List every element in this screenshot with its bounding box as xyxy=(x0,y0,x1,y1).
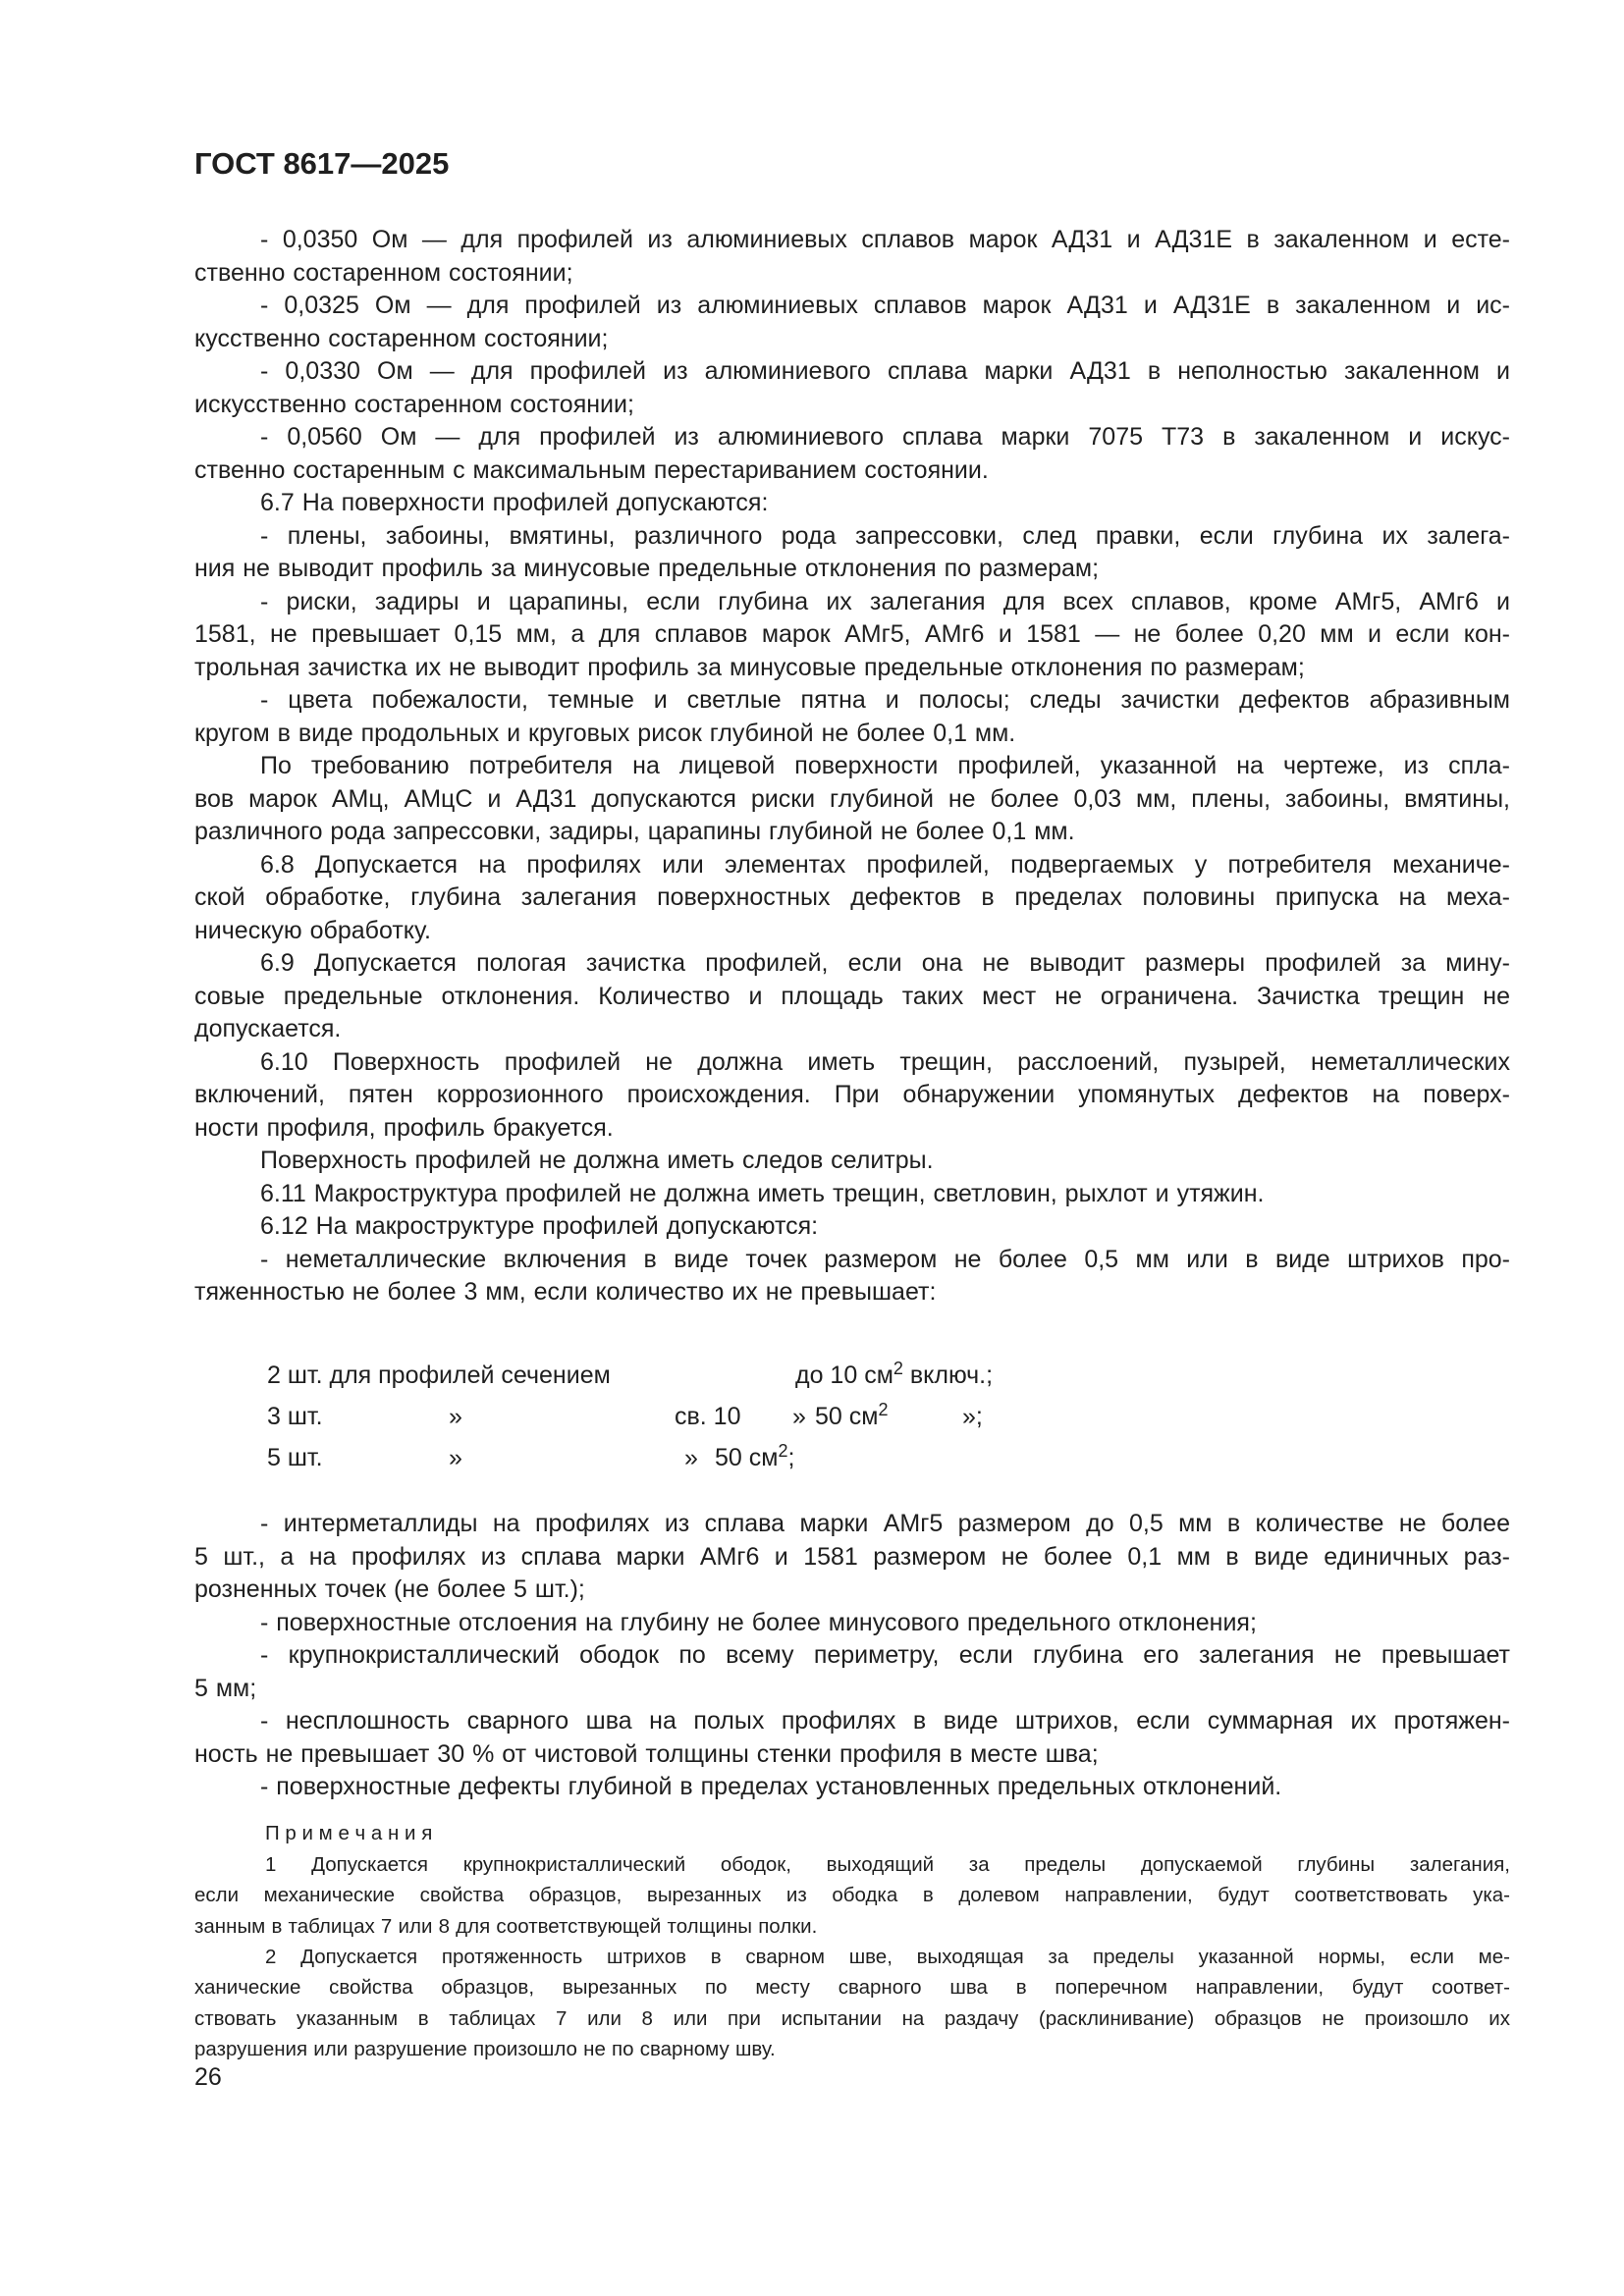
text-line: 5 шт., а на профилях из сплава марки АМг6 и 1581 размером не более 0,1 мм в виде единичных раз- xyxy=(194,1542,1510,1571)
paragraph xyxy=(194,1145,1510,1178)
text-line: включений, пятен коррозионного происхождения. При обнаружении упомянутых дефектов на поверх- xyxy=(194,1081,1510,1108)
size-list-cell: до 10 $см^2$ включ.; xyxy=(795,1359,994,1389)
defect-count-list xyxy=(194,1360,1510,1487)
text-line: 2 Допускается протяженность штрихов в сварном шве, выходящая за пределы указанной нормы, если ме- xyxy=(265,1946,1510,1969)
text-line: ственно состаренным с максимальным перестариванием состоянии. xyxy=(194,455,989,484)
paragraph xyxy=(194,487,1510,520)
size-list-cell: » xyxy=(792,1403,806,1430)
text-line: ствовать указанным в таблицах 7 или 8 или при испытании на раздачу (расклинивание) образцов не произошло их xyxy=(194,2006,1510,2030)
paragraph xyxy=(194,520,1510,586)
paragraph xyxy=(194,750,1510,849)
text-line: трольная зачистка их не выводит профиль за минусовые предельные отклонения по размерам; xyxy=(194,653,1305,681)
paragraph xyxy=(194,586,1510,685)
paragraph xyxy=(194,1210,1510,1244)
paragraph xyxy=(194,355,1510,421)
size-list-cell: »; xyxy=(962,1403,983,1430)
size-list-cell: 3 шт. xyxy=(267,1403,323,1430)
text-line: ности профиля, профиль бракуется. xyxy=(194,1113,614,1142)
size-list-cell: 50 $см^2$ xyxy=(815,1400,889,1430)
body-section-bottom xyxy=(194,1508,1510,1804)
text-line: 6.12 На макроструктуре профилей допускаются: xyxy=(260,1212,819,1240)
text-line: 6.11 Макроструктура профилей не должна иметь трещин, светловин, рыхлот и утяжин. xyxy=(260,1179,1265,1207)
text-line: По требованию потребителя на лицевой поверхности профилей, указанной на чертеже, из спла- xyxy=(260,752,1510,779)
size-list-row xyxy=(194,1401,1510,1442)
paragraph xyxy=(194,290,1510,355)
note-paragraph xyxy=(194,1942,1510,2064)
text-line: 6.9 Допускается пологая зачистка профилей, если она не выводит размеры профилей за мину- xyxy=(260,949,1510,977)
text-line: - интерметаллиды на профилях из сплава марки АМг5 размером до 0,5 мм в количестве не более xyxy=(260,1510,1510,1537)
paragraph xyxy=(194,1771,1510,1804)
text-line: - поверхностные отслоения на глубину не более минусового предельного отклонения; xyxy=(260,1608,1257,1636)
text-line: если механические свойства образцов, вырезанных из ободка в долевом направлении, будут соответствовать ука- xyxy=(194,1884,1510,1907)
paragraph xyxy=(194,421,1510,487)
paragraph xyxy=(194,1607,1510,1640)
paragraph xyxy=(194,684,1510,750)
size-list-cell: » xyxy=(449,1403,462,1430)
notes-label: П р и м е ч а н и я xyxy=(265,1822,433,1844)
paragraph xyxy=(194,947,1510,1046)
size-list-cell: св. 10 xyxy=(675,1403,741,1430)
text-line: тяженностью не более 3 мм, если количество их не превышает: xyxy=(194,1278,937,1306)
text-line: разрушения или разрушение произошло не по сварному шву. xyxy=(194,2038,776,2061)
text-line: ской обработке, глубина залегания поверхностных дефектов в пределах половины припуска на меха- xyxy=(194,883,1510,911)
size-list-cell: 50 $см^2$; xyxy=(715,1441,795,1471)
superscript-2: 2 xyxy=(878,1400,889,1419)
notes-section xyxy=(194,1849,1510,2064)
text-line: совые предельные отклонения. Количество и площадь таких мест не ограничена. Зачистка трещин не xyxy=(194,982,1510,1010)
paragraph xyxy=(194,1178,1510,1211)
paragraph xyxy=(194,224,1510,290)
paragraph xyxy=(194,1705,1510,1771)
paragraph xyxy=(194,1639,1510,1705)
paragraph xyxy=(194,1244,1510,1309)
text-line: - поверхностные дефекты глубиной в пределах установленных предельных отклонений. xyxy=(260,1773,1282,1800)
text-line: - несплошность сварного шва на полых профилях в виде штрихов, если суммарная их протяжен- xyxy=(260,1707,1510,1735)
size-list-row xyxy=(194,1360,1510,1401)
text-line: ность не превышает 30 % от чистовой толщины стенки профиля в месте шва; xyxy=(194,1739,1099,1768)
text-line: ния не выводит профиль за минусовые предельные отклонения по размерам; xyxy=(194,555,1100,582)
text-line: - неметаллические включения в виде точек размером не более 0,5 мм или в виде штрихов про- xyxy=(260,1245,1510,1273)
text-line: - риски, задиры и царапины, если глубина их залегания для всех сплавов, кроме АМг5, АМг6 и xyxy=(260,587,1510,615)
size-list-cell: » xyxy=(449,1444,462,1471)
text-line: - 0,0325 Ом — для профилей из алюминиевых сплавов марок АД31 и АД31Е в закаленном и ис- xyxy=(260,292,1510,319)
text-line: ническую обработку. xyxy=(194,916,431,944)
paragraph xyxy=(194,1046,1510,1146)
note-paragraph xyxy=(194,1849,1510,1942)
text-line: 5 мм; xyxy=(194,1674,257,1702)
paragraph xyxy=(194,849,1510,948)
text-line: - крупнокристаллический ободок по всему периметру, если глубина его залегания не превышает xyxy=(260,1641,1510,1669)
text-line: Поверхность профилей не должна иметь следов селитры. xyxy=(260,1147,934,1174)
text-line: допускается. xyxy=(194,1015,342,1042)
text-line: занным в таблицах 7 или 8 для соответствующей толщины полки. xyxy=(194,1914,818,1938)
text-line: 6.8 Допускается на профилях или элементах профилей, подвергаемых у потребителя механиче- xyxy=(260,850,1510,879)
text-line: кругом в виде продольных и круговых рисок глубиной не более 0,1 мм. xyxy=(194,719,1016,747)
paragraph xyxy=(194,1508,1510,1607)
text-line: различного рода запрессовки, задиры, царапины глубиной не более 0,1 мм. xyxy=(194,818,1075,845)
body-section-top xyxy=(194,224,1510,1309)
size-list-row xyxy=(194,1442,1510,1483)
size-list-cell: 5 шт. xyxy=(267,1444,323,1471)
text-line: - плены, забоины, вмятины, различного рода запрессовки, след правки, если глубина их залега- xyxy=(260,521,1510,550)
text-line: 1 Допускается крупнокристаллический ободок, выходящий за пределы допускаемой глубины залегания, xyxy=(265,1853,1510,1876)
text-line: - 0,0350 Ом — для профилей из алюминиевых сплавов марок АД31 и АД31Е в закаленном и есте- xyxy=(260,226,1510,253)
text-line: 6.7 На поверхности профилей допускаются: xyxy=(260,489,769,516)
standard-designation: ГОСТ 8617—2025 xyxy=(194,146,450,181)
superscript-2: 2 xyxy=(778,1441,788,1461)
superscript-2: 2 xyxy=(893,1359,903,1378)
text-line: розненных точек (не более 5 шт.); xyxy=(194,1575,585,1603)
text-line: 1581, не превышает 0,15 мм, а для сплавов марок АМг5, АМг6 и 1581 — не более 0,20 мм и если кон- xyxy=(194,620,1510,648)
size-list-cell: » xyxy=(684,1444,698,1471)
text-line: ственно состаренном состоянии; xyxy=(194,258,573,287)
text-line: ханические свойства образцов, вырезанных по месту сварного шва в поперечном направлении, будут соответ- xyxy=(194,1976,1510,2000)
text-line: 6.10 Поверхность профилей не должна иметь трещин, расслоений, пузырей, неметаллических xyxy=(260,1047,1510,1076)
page-number: 26 xyxy=(194,2063,222,2091)
text-line: вов марок АМц, АМцС и АД31 допускаются риски глубиной не более 0,03 мм, плены, забоины, вмятины, xyxy=(194,784,1510,813)
text-line: - 0,0330 Ом — для профилей из алюминиевого сплава марки АД31 в неполностью закаленном и xyxy=(260,357,1510,385)
text-line: - цвета побежалости, темные и светлые пятна и полосы; следы зачистки дефектов абразивным xyxy=(260,686,1510,714)
size-list-cell: 2 шт. для профилей сечением xyxy=(267,1362,611,1389)
text-line: искусственно состаренном состоянии; xyxy=(194,390,634,418)
text-line: кусственно состаренном состоянии; xyxy=(194,324,609,352)
text-line: - 0,0560 Ом — для профилей из алюминиевого сплава марки 7075 Т73 в закаленном и искус- xyxy=(260,423,1510,451)
